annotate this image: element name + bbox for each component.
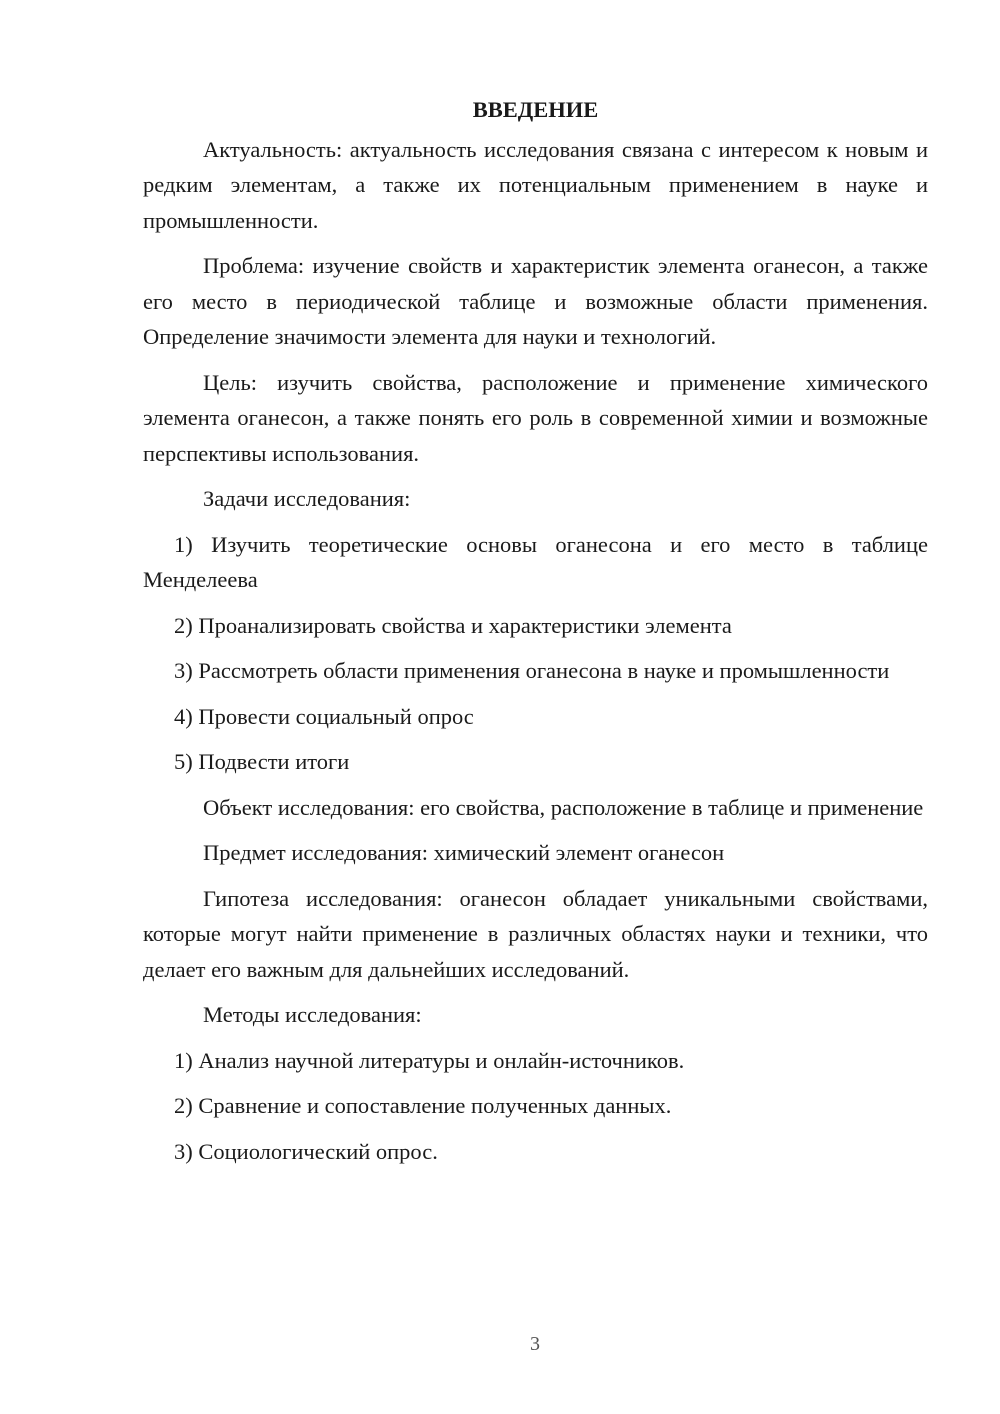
task-item-4: 4) Провести социальный опрос xyxy=(174,703,474,729)
methods-heading: Методы исследования: xyxy=(203,1002,422,1027)
task-item-5: 5) Подвести итоги xyxy=(174,749,350,774)
task-item-2: 2) Проанализировать свойства и характеристики элемента xyxy=(174,612,732,638)
object-paragraph: Объект исследования: его свойства, расположение в таблице и применение xyxy=(203,794,924,820)
document-body xyxy=(143,92,928,1179)
method-item-1: 1) Анализ научной литературы и онлайн-источников. xyxy=(174,1047,685,1073)
hypothesis-paragraph: Гипотеза исследования: оганесон обладает уникальными свойствами, которые могут найти применение в различных областях науки и техники, что делает его важным для дальнейших исследований. xyxy=(143,885,928,982)
tasks-heading: Задачи исследования: xyxy=(203,486,411,511)
page-number: 3 xyxy=(530,1333,540,1355)
task-item-3: 3) Рассмотреть области применения оганесона в науке и промышленности xyxy=(174,658,890,683)
relevance-paragraph: Актуальность: актуальность исследования связана с интересом к новым и редким элементам, а также их потенциальным применением в науке и промышленности. xyxy=(143,136,928,233)
method-item-2: 2) Сравнение и сопоставление полученных данных. xyxy=(174,1093,672,1118)
problem-paragraph: Проблема: изучение свойств и характеристик элемента оганесон, а также его место в периодической таблице и возможные области применения. Определение значимости элемента для науки и технологий. xyxy=(143,253,928,349)
section-heading: ВВЕДЕНИЕ xyxy=(472,97,599,122)
method-item-3: 3) Социологический опрос. xyxy=(174,1138,438,1164)
subject-paragraph: Предмет исследования: химический элемент оганесон xyxy=(203,840,725,865)
goal-paragraph: Цель: изучить свойства, расположение и применение химического элемента оганесон, а также понять его роль в современной химии и возможные перспективы использования. xyxy=(143,369,928,466)
task-item-1: 1) Изучить теоретические основы оганесона и его место в таблице Менделеева xyxy=(143,531,928,592)
